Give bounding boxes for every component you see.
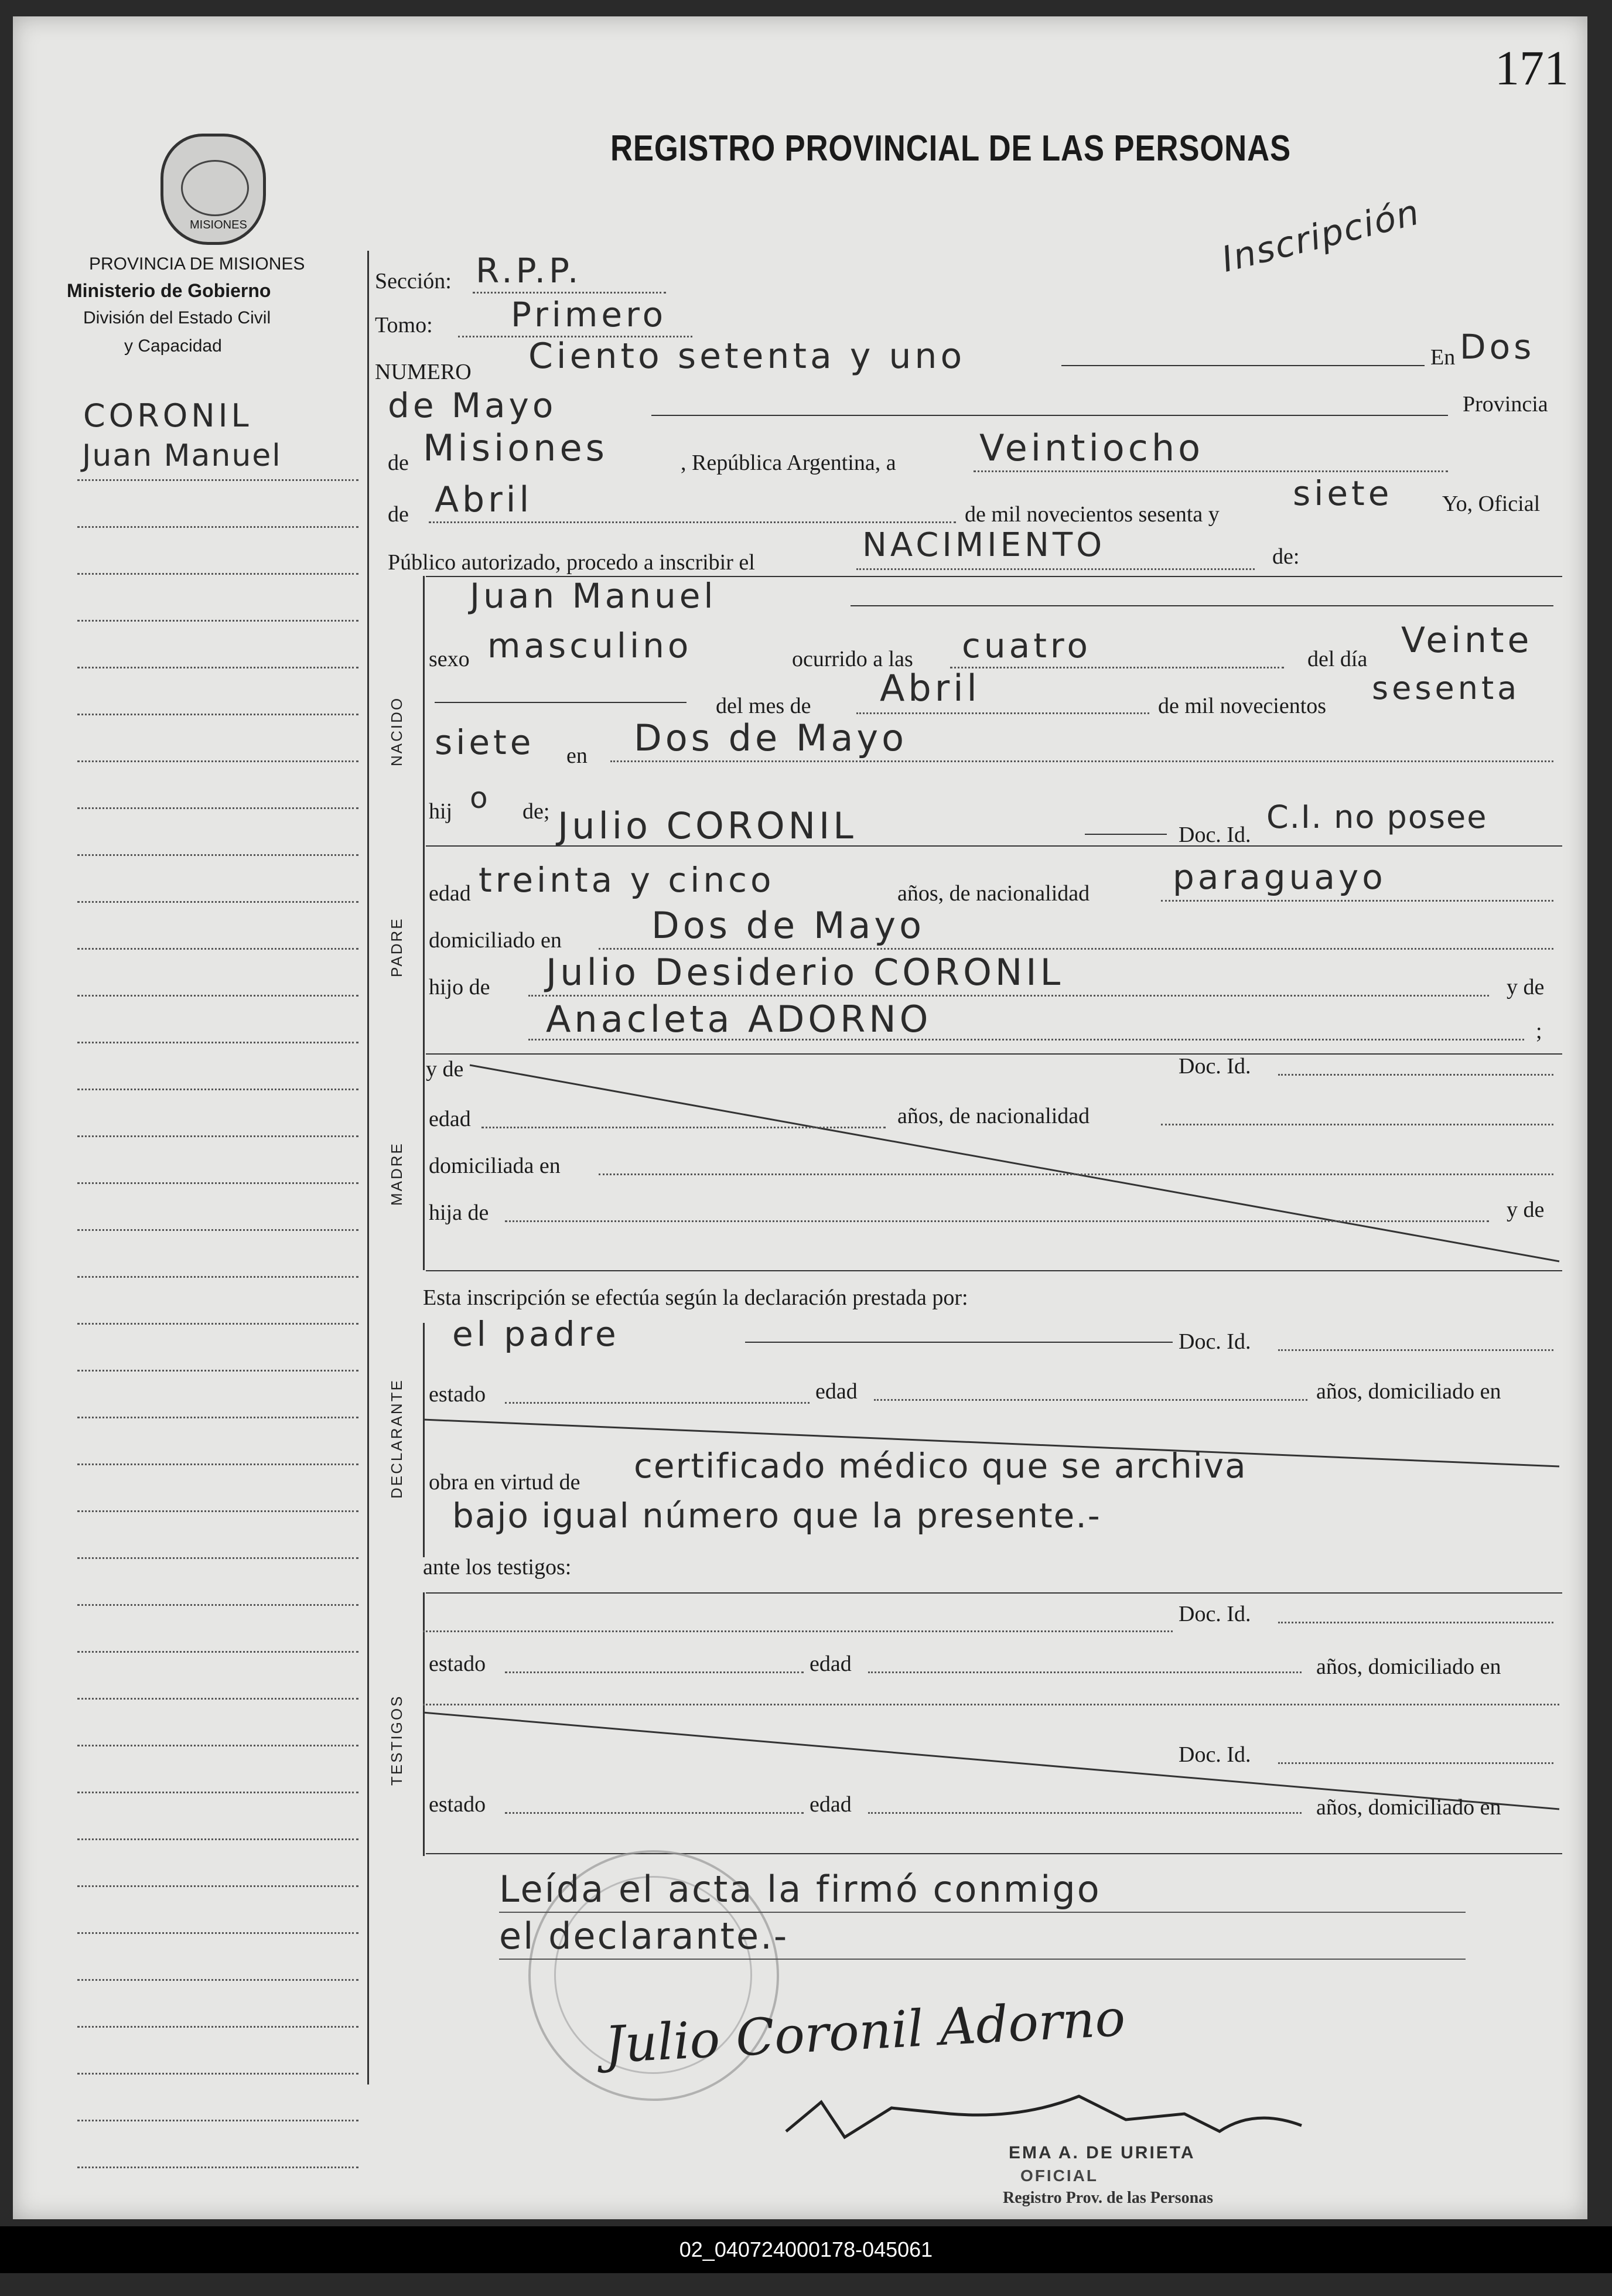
- provincia-value: Misiones: [423, 427, 608, 469]
- official-name: EMA A. DE URIETA: [1009, 2143, 1196, 2162]
- inscribir-label: Público autorizado, procedo a inscribir el: [388, 550, 755, 575]
- page-title: REGISTRO PROVINCIAL DE LAS PERSONAS: [610, 128, 1291, 169]
- seal-text: MISIONES: [190, 219, 247, 231]
- padre-edad: treinta y cinco: [479, 860, 775, 900]
- de-colon: de:: [1272, 544, 1300, 569]
- mil-novecientos-label: de mil novecientos: [1158, 694, 1327, 718]
- testigo2-estado-label: estado: [429, 1792, 486, 1817]
- institution-line2: Ministerio de Gobierno: [67, 280, 271, 301]
- anio2-value: siete: [435, 722, 535, 762]
- madre-yde2: y de: [1507, 1198, 1545, 1222]
- padre-domicilio: Dos de Mayo: [651, 904, 925, 947]
- testigo1-edad-label: edad: [810, 1652, 852, 1676]
- margin-surname: CORONIL: [83, 397, 252, 434]
- hijo-label: hij: [429, 799, 453, 824]
- dia-value: Veinte: [1401, 620, 1533, 661]
- hijo-de-label: de;: [522, 799, 550, 824]
- declarante-dom-label: años, domiciliado en: [1316, 1379, 1501, 1404]
- madre-edad-label: edad: [429, 1107, 471, 1131]
- declarant-signature: Julio Coronil Adorno: [603, 1988, 1127, 2075]
- hijo-suffix: o: [470, 781, 491, 815]
- mil-label: de mil novecientos sesenta y: [965, 502, 1220, 527]
- hora-value: cuatro: [962, 626, 1091, 666]
- republica-label: , República Argentina, a: [681, 451, 896, 475]
- padre-doc: C.I. no posee: [1266, 799, 1488, 835]
- padre-edad-label: edad: [429, 881, 471, 906]
- sexo-value: masculino: [487, 626, 692, 666]
- lugar-value: Dos de Mayo: [634, 717, 908, 759]
- declarante-edad-label: edad: [815, 1379, 858, 1404]
- padre-dom-label: domiciliado en: [429, 928, 562, 953]
- declarante-estado-label: estado: [429, 1382, 486, 1407]
- official-office: Registro Prov. de las Personas: [1003, 2189, 1214, 2207]
- padre-nombre: Julio CORONIL: [558, 804, 857, 847]
- numero-en: En: [1430, 345, 1456, 370]
- tomo-label: Tomo:: [375, 313, 433, 337]
- footer-id: 02_040724000178-045061: [0, 2226, 1612, 2273]
- obra-line2: bajo igual número que la presente.-: [452, 1496, 1101, 1536]
- testigos-intro: ante los testigos:: [423, 1555, 572, 1579]
- official-title: OFICIAL: [1020, 2167, 1098, 2185]
- declarante-intro: Esta inscripción se efectúa según la declaración prestada por:: [423, 1285, 968, 1310]
- de-label: de: [388, 451, 409, 475]
- padre-nacionalidad: paraguayo: [1173, 857, 1386, 897]
- testigos-section-label: TESTIGOS: [388, 1694, 405, 1786]
- testigo2-doc-label: Doc. Id.: [1179, 1742, 1251, 1767]
- mes-label: del mes de: [716, 694, 811, 718]
- padre-semicolon: ;: [1536, 1019, 1542, 1043]
- obra-label: obra en virtud de: [429, 1470, 580, 1495]
- de-label-2: de: [388, 502, 409, 527]
- padre-madre-de: Anacleta ADORNO: [546, 998, 932, 1040]
- seccion-label: Sección:: [375, 269, 452, 294]
- mes-value-nacido: Abril: [880, 667, 981, 709]
- margin-names: Juan Manuel: [82, 438, 282, 473]
- obra-line1: certificado médico que se archiva: [634, 1446, 1247, 1486]
- numero-label: NUMERO: [375, 360, 472, 384]
- madre-nac-label: años, de nacionalidad: [897, 1104, 1090, 1128]
- nacido-name: Juan Manuel: [470, 576, 717, 616]
- padre-doc-label: Doc. Id.: [1179, 823, 1251, 847]
- madre-dom-label: domiciliada en: [429, 1154, 561, 1178]
- madre-hija-label: hija de: [429, 1200, 489, 1225]
- testigo2-dom-label: años, domiciliado en: [1316, 1795, 1501, 1820]
- dia-label: del día: [1307, 647, 1368, 671]
- inscribir-value: NACIMIENTO: [862, 526, 1106, 564]
- mes-value: Abril: [435, 479, 533, 520]
- padre-hijo-label: hijo de: [429, 975, 490, 999]
- testigo2-edad-label: edad: [810, 1792, 852, 1817]
- testigo1-doc-label: Doc. Id.: [1179, 1602, 1251, 1626]
- padre-section-label: PADRE: [388, 917, 405, 977]
- padre-yde: y de: [1507, 975, 1545, 999]
- closing-line1: Leída el acta la firmó conmigo: [499, 1868, 1101, 1911]
- provincia-label: Provincia: [1463, 392, 1548, 417]
- institution-line1: PROVINCIA DE MISIONES: [89, 254, 305, 274]
- madre-yde-label: y de: [426, 1057, 464, 1082]
- anio1-value: sesenta: [1372, 670, 1521, 707]
- place-part1: Dos: [1460, 327, 1535, 367]
- nacido-section-label: NACIDO: [388, 696, 405, 766]
- page-number: 171: [1495, 41, 1569, 95]
- ocurrido-label: ocurrido a las: [792, 647, 913, 671]
- sexo-label: sexo: [429, 647, 470, 671]
- institution-line3: División del Estado Civil: [83, 308, 271, 327]
- numero-value: Ciento setenta y uno: [528, 336, 966, 377]
- madre-doc-label: Doc. Id.: [1179, 1054, 1251, 1079]
- testigo1-estado-label: estado: [429, 1652, 486, 1676]
- declarante-doc-label: Doc. Id.: [1179, 1329, 1251, 1354]
- closing-line2: el declarante.-: [499, 1915, 789, 1957]
- padre-nac-label: años, de nacionalidad: [897, 881, 1090, 906]
- madre-section-label: MADRE: [388, 1142, 405, 1206]
- padre-padre-de: Julio Desiderio CORONIL: [546, 951, 1064, 994]
- institution-line4: y Capacidad: [124, 336, 222, 356]
- place-line2: de Mayo: [388, 385, 557, 425]
- year-value: siete: [1293, 473, 1393, 513]
- declarante-nombre: el padre: [452, 1314, 620, 1354]
- oficial-label: Yo, Oficial: [1442, 492, 1541, 516]
- day-value: Veintiocho: [979, 427, 1204, 469]
- en-label: en: [566, 743, 588, 768]
- testigo1-dom-label: años, domiciliado en: [1316, 1654, 1501, 1679]
- seccion-value: R.P.P.: [476, 251, 582, 291]
- annotation-top: Inscripción: [1217, 192, 1425, 281]
- tomo-value: Primero: [511, 295, 667, 335]
- declarante-section-label: DECLARANTE: [388, 1379, 405, 1499]
- document-page: [13, 16, 1587, 2219]
